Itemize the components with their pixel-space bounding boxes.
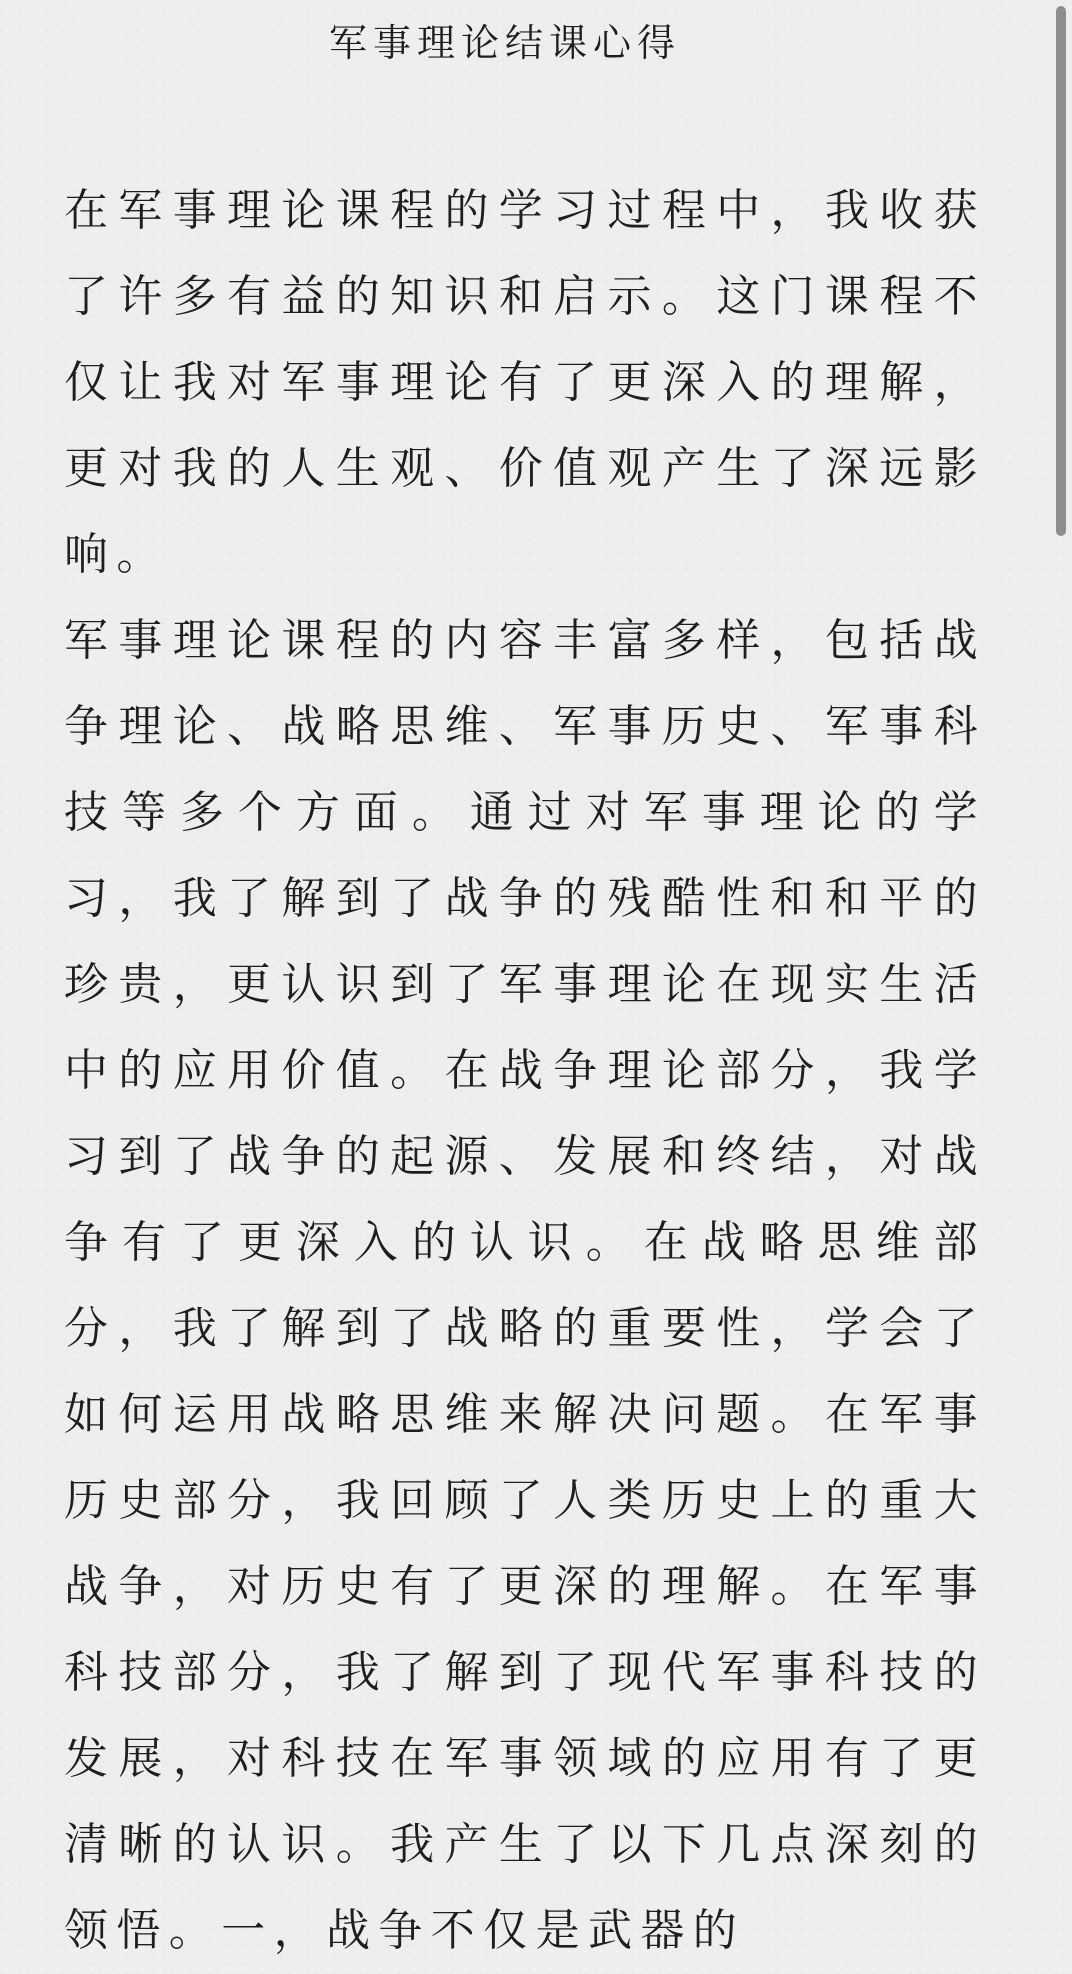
paragraph-1: 在军事理论课程的学习过程中，我收获了许多有益的知识和启示。这门课程不仅让我对军事理论有了更深入的理解，更对我的人生观、价值观产生了深远影响。 [64, 185, 986, 580]
paragraph-2: 军事理论课程的内容丰富多样，包括战争理论、战略思维、军事历史、军事科技等多个方面。通过对军事理论的学习，我了解到了战争的残酷性和和平的珍贵，更认识到了军事理论在现实生活中的应用价值。在战争理论部分，我学习到了战争的起源、发展和终结，对战争有了更深入的认识。在战略思维部分，我了解到了战略的重要性，学会了如何运用战略思维来解决问题。在军事历史部分，我回顾了人类历史上的重大战争，对历史有了更深的理解。在军事科技部分，我了解到了现代军事科技的发展，对科技在军事领域的应用有了更清晰的认识。我产生了以下几点深刻的领悟。一，战争不仅是武器的 [64, 615, 986, 1956]
vertical-scrollbar[interactable] [1048, 0, 1072, 1812]
scrollbar-thumb[interactable] [1056, 6, 1066, 536]
document-title: 军事理论结课心得 [328, 21, 681, 65]
